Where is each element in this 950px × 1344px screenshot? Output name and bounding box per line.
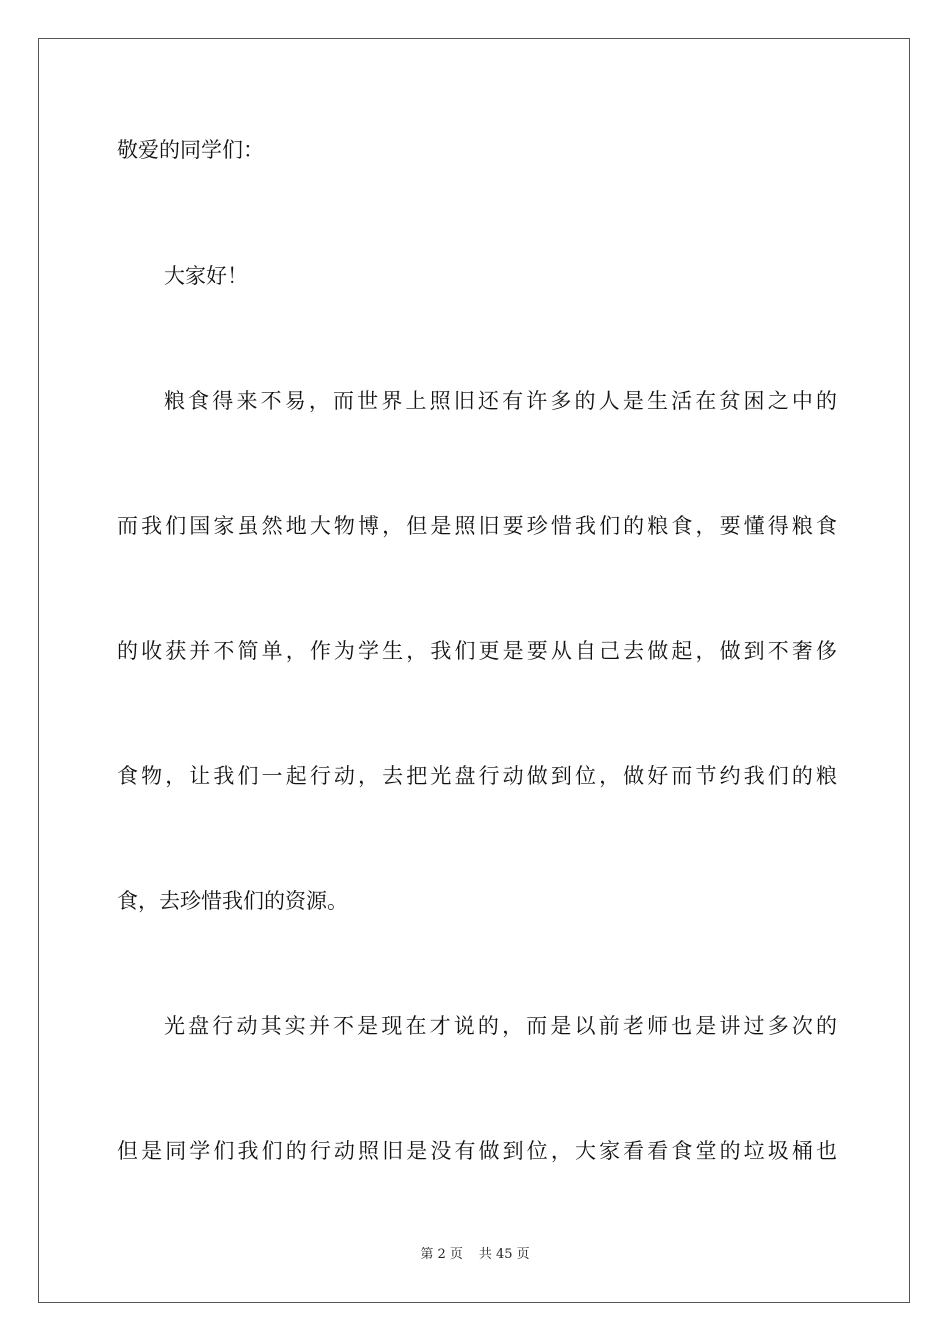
salutation-line: 敬爱的同学们： bbox=[117, 138, 264, 162]
paragraph-line: 食物，让我们一起行动，去把光盘行动做到位，做好而节约我们的粮 bbox=[117, 764, 837, 788]
page-border bbox=[38, 38, 910, 1303]
page-footer bbox=[0, 1246, 950, 1264]
paragraph-line: 的收获并不简单，作为学生，我们更是要从自己去做起，做到不奢侈 bbox=[117, 639, 837, 663]
paragraph-line: 食，去珍惜我们的资源。 bbox=[117, 889, 348, 913]
paragraph-line: 光盘行动其实并不是现在才说的，而是以前老师也是讲过多次的 bbox=[164, 1014, 837, 1038]
page-number: 第 2 页 bbox=[420, 1247, 463, 1262]
paragraph-line: 粮食得来不易，而世界上照旧还有许多的人是生活在贫困之中的 bbox=[164, 389, 837, 413]
paragraph-line: 但是同学们我们的行动照旧是没有做到位，大家看看食堂的垃圾桶也 bbox=[117, 1139, 837, 1163]
total-pages: 共 45 页 bbox=[478, 1247, 530, 1262]
greeting-line: 大家好！ bbox=[164, 264, 248, 288]
paragraph-line: 而我们国家虽然地大物博，但是照旧要珍惜我们的粮食，要懂得粮食 bbox=[117, 514, 837, 538]
